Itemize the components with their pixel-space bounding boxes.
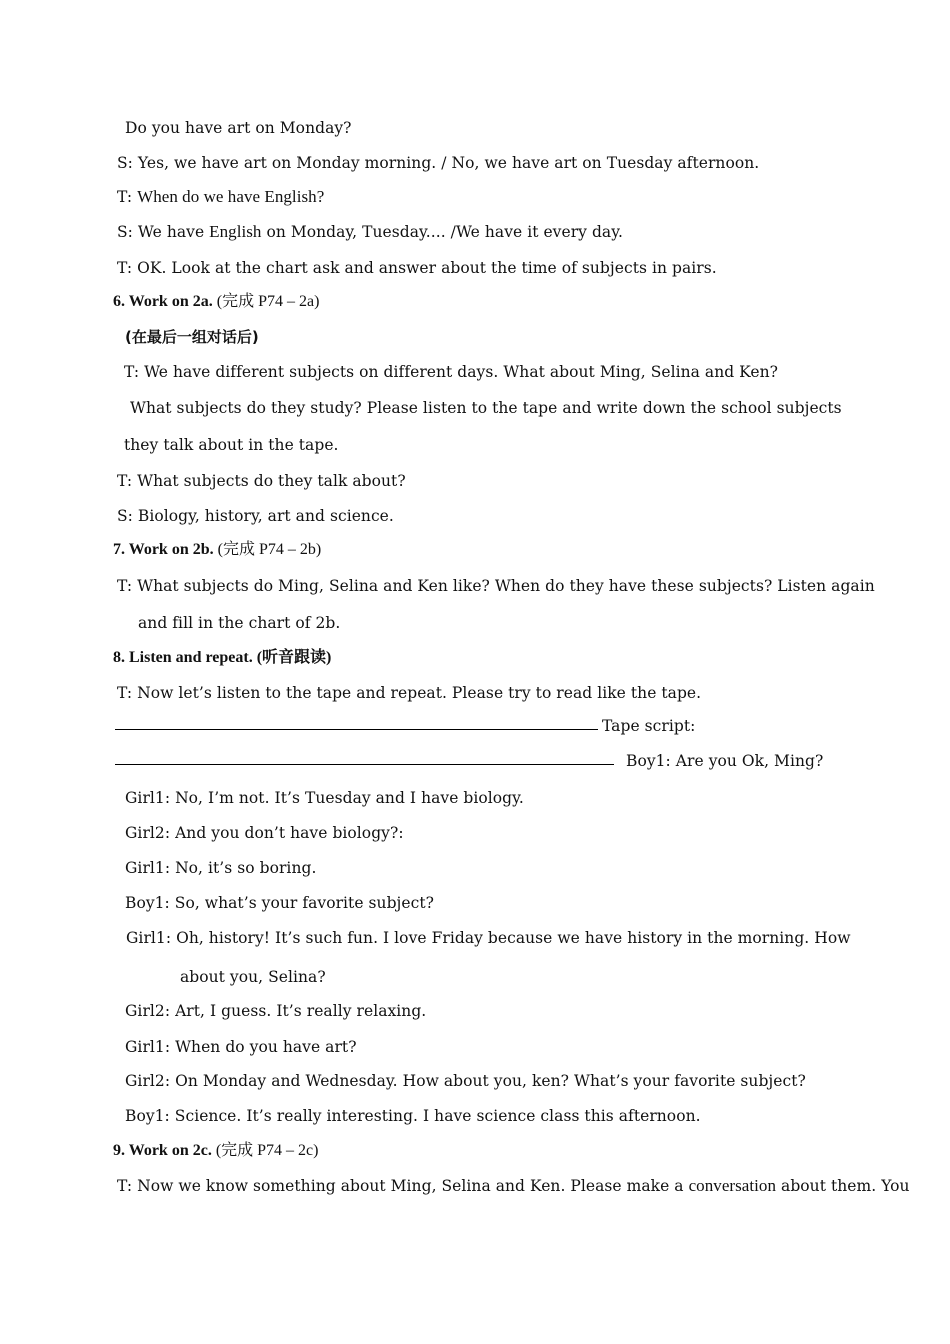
line-text: Girl1: When do you have art? [125,1038,357,1056]
dialogue-line [130,398,842,418]
dialogue-line [180,967,326,987]
line-text: Boy1: Science. It’s really interesting. I have science class this afternoon. [125,1107,701,1125]
line-text: Girl1: Oh, history! It’s such fun. I love Friday because we have history in the morning. How [126,929,851,947]
dialogue-line [126,928,851,948]
line-text: S: Yes, we have art on Monday morning. / No, we have art on Tuesday afternoon. [117,154,760,172]
dialogue-line [125,118,352,138]
line-text: on Monday, Tuesday.... /We have it every day. [261,223,623,241]
line-text: Girl2: And you don’t have biology?: [125,824,404,842]
dialogue-line [117,683,701,703]
dialogue-line [125,1106,701,1126]
line-text: Girl2: Art, I guess. It’s really relaxing. [125,1002,427,1020]
line-text: they talk about in the tape. [124,436,339,454]
dialogue-line [626,751,823,771]
heading-text: 9. Work on 2c. [113,1142,216,1159]
line-text: Tape script: [602,717,696,735]
line-text: T: [117,188,138,206]
dialogue-line [125,1071,806,1091]
line-text: What subjects do they study? Please listen to the tape and write down the school subjects [130,399,842,417]
heading-text: 7. Work on 2b. [113,541,218,558]
line-text: English [209,222,262,241]
heading-note: (完成 P74 – 2c) [215,1142,319,1159]
section-heading-6 [113,292,319,312]
line-text: about them. You [776,1177,910,1195]
dialogue-line [117,153,759,173]
blank-line [115,764,614,765]
line-text: T: OK. Look at the chart ask and answer about the time of subjects in pairs. [117,259,717,277]
line-text: Boy1: Are you Ok, Ming? [626,752,824,770]
blank-line [115,729,598,730]
section-note [125,327,259,347]
line-text: Girl2: On Monday and Wednesday. How about you, ken? What’s your favorite subject? [125,1072,806,1090]
dialogue-line [125,858,316,878]
line-text: and fill in the chart of 2b. [138,614,341,632]
line-text: Do you have art on Monday? [125,119,352,137]
heading-text: 8. Listen and repeat. [113,649,257,666]
dialogue-line [117,576,875,596]
section-heading-7 [113,540,321,560]
section-heading-8 [113,648,331,668]
dialogue-line [125,823,404,843]
dialogue-line [117,1176,910,1196]
line-text: T: What subjects do they talk about? [117,472,406,490]
heading-note: (听音跟读) [256,649,332,666]
note-text: (在最后一组对话后) [125,328,259,346]
dialogue-line [138,613,340,633]
line-text: T: Now we know something about Ming, Selina and Ken. Please make a [117,1177,689,1195]
line-text: about you, Selina? [180,968,326,986]
dialogue-line [125,1037,357,1057]
dialogue-line [117,187,324,207]
line-text: Boy1: So, what’s your favorite subject? [125,894,434,912]
dialogue-line [117,506,394,526]
line-text: T: What subjects do Ming, Selina and Ken like? When do they have these subjects? Listen again [117,577,875,595]
dialogue-line [117,258,717,278]
line-text: Girl1: No, I’m not. It’s Tuesday and I have biology. [125,789,524,807]
line-text: When do we have English? [137,187,325,206]
tape-script-label [602,716,695,736]
line-text: T: Now let’s listen to the tape and repeat. Please try to read like the tape. [117,684,702,702]
heading-note: (完成 P74 – 2b) [217,541,322,558]
dialogue-line [124,435,339,455]
dialogue-line [125,1001,426,1021]
line-text: Girl1: No, it’s so boring. [125,859,317,877]
line-text: S: We have [117,223,210,241]
dialogue-line [117,222,623,242]
dialogue-line [117,471,406,491]
line-text: T: We have different subjects on different days. What about Ming, Selina and Ken? [124,363,779,381]
section-heading-9 [113,1141,319,1161]
line-text: S: Biology, history, art and science. [117,507,394,525]
heading-text: 6. Work on 2a. [113,293,217,310]
dialogue-line [125,893,434,913]
dialogue-line [124,362,778,382]
dialogue-line [125,788,524,808]
heading-note: (完成 P74 – 2a) [216,293,320,310]
line-text: conversation [688,1176,777,1195]
